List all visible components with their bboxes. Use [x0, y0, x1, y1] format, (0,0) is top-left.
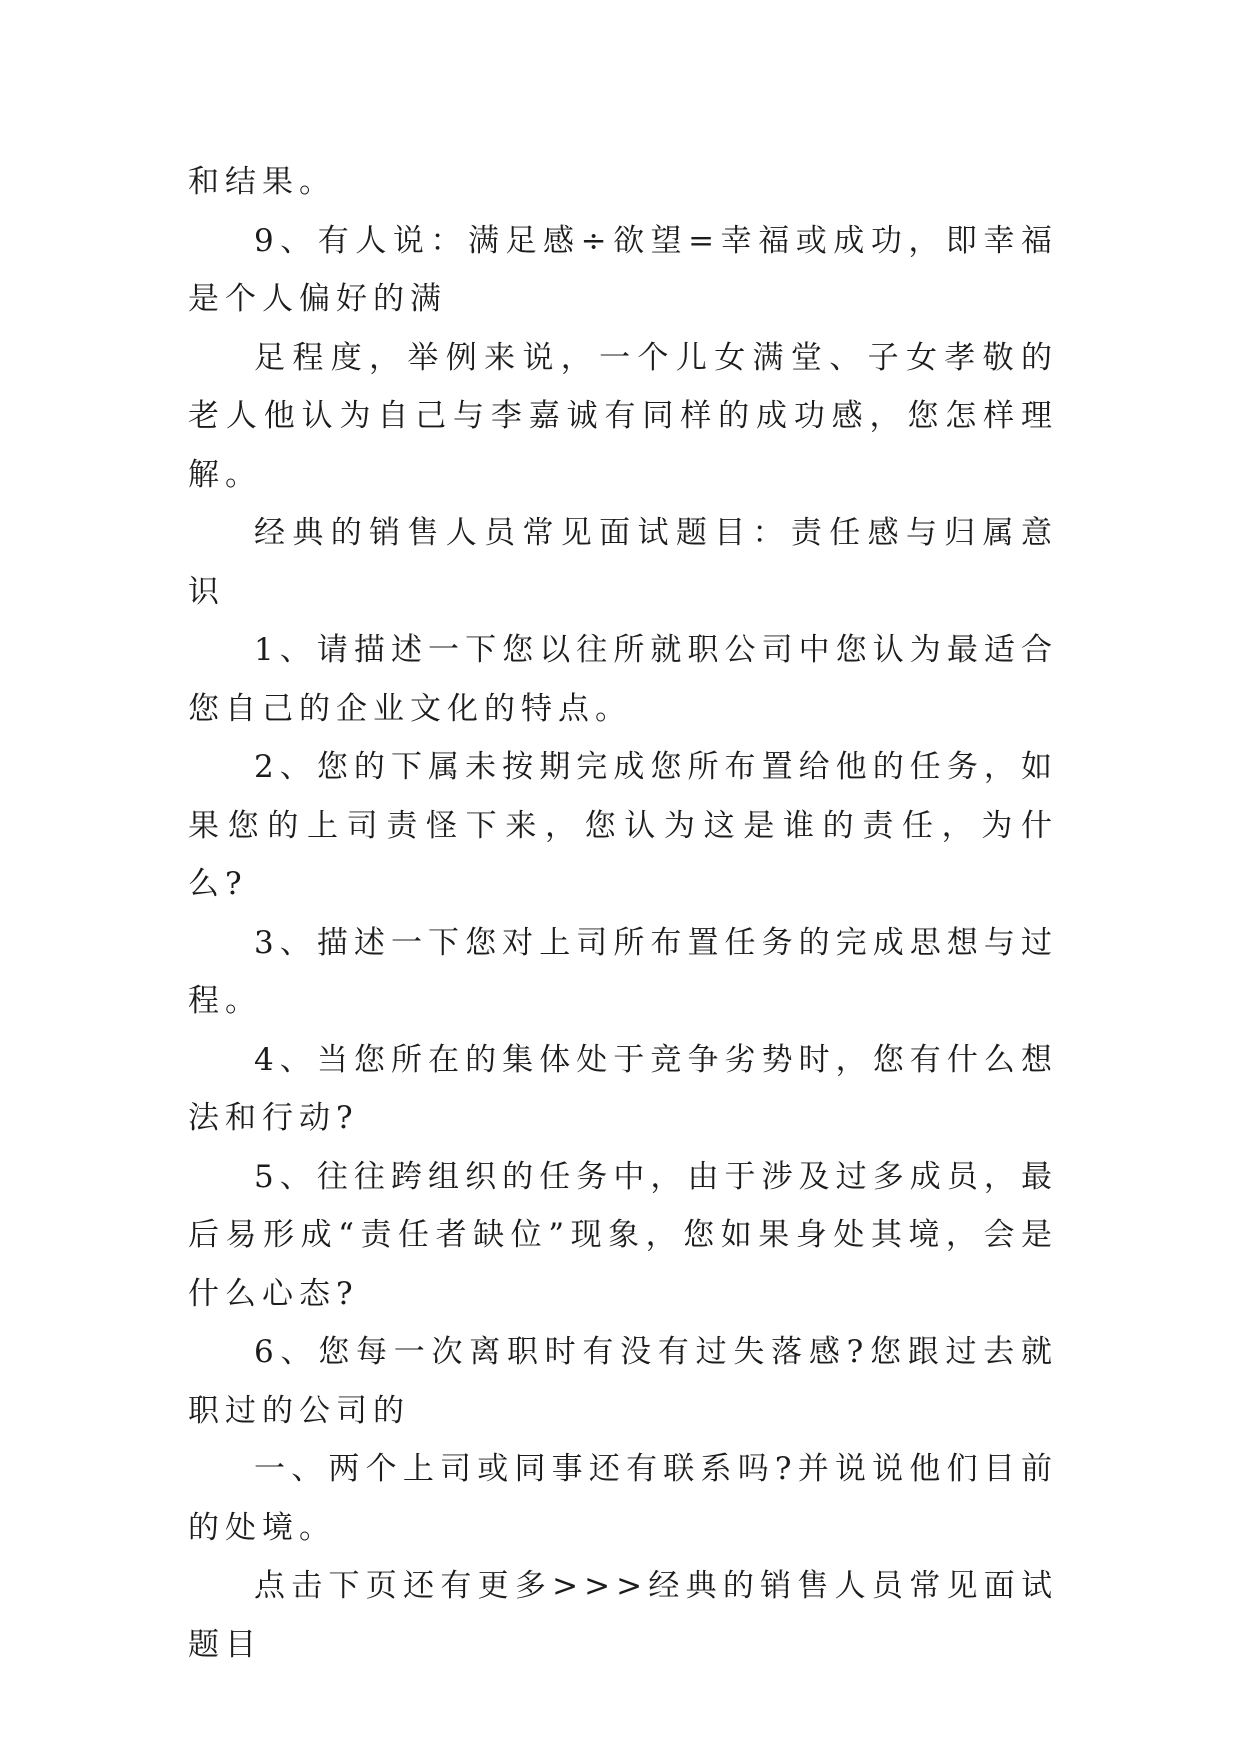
section-heading: 经典的销售人员常见面试题目：责任感与归属意识	[188, 515, 1058, 610]
paragraph-question-9-part-2: 足程度，举例来说，一个儿女满堂、子女孝敬的老人他认为自己与李嘉诚有同样的成功感，您怎样理解。	[188, 339, 1058, 493]
paragraph-question-9-part-1: 9、有人说：满足感÷欲望=幸福或成功，即幸福是个人偏好的满	[188, 222, 1058, 317]
more-link-text: 点击下页还有更多>>>经典的销售人员常见面试题目	[188, 1568, 1058, 1663]
document-body	[188, 153, 1058, 1674]
paragraph-question-6-part-1: 6、您每一次离职时有没有过失落感?您跟过去就职过的公司的	[188, 1334, 1058, 1429]
paragraph-question-2: 2、您的下属未按期完成您所布置给他的任务，如果您的上司责怪下来，您认为这是谁的责任，为什么?	[188, 749, 1058, 902]
paragraph-question-4: 4、当您所在的集体处于竞争劣势时，您有什么想法和行动?	[188, 1041, 1058, 1136]
paragraph-question-3: 3、描述一下您对上司所布置任务的完成思想与过程。	[188, 924, 1058, 1019]
paragraph-continuation: 和结果。	[188, 164, 336, 200]
paragraph-question-5: 5、往往跨组织的任务中，由于涉及过多成员，最后易形成“责任者缺位”现象，您如果身处其境，会是什么心态?	[188, 1158, 1058, 1312]
paragraph-question-6-part-2: 一、两个上司或同事还有联系吗?并说说他们目前的处境。	[188, 1451, 1058, 1546]
paragraph-question-1: 1、请描述一下您以往所就职公司中您认为最适合您自己的企业文化的特点。	[188, 632, 1058, 727]
